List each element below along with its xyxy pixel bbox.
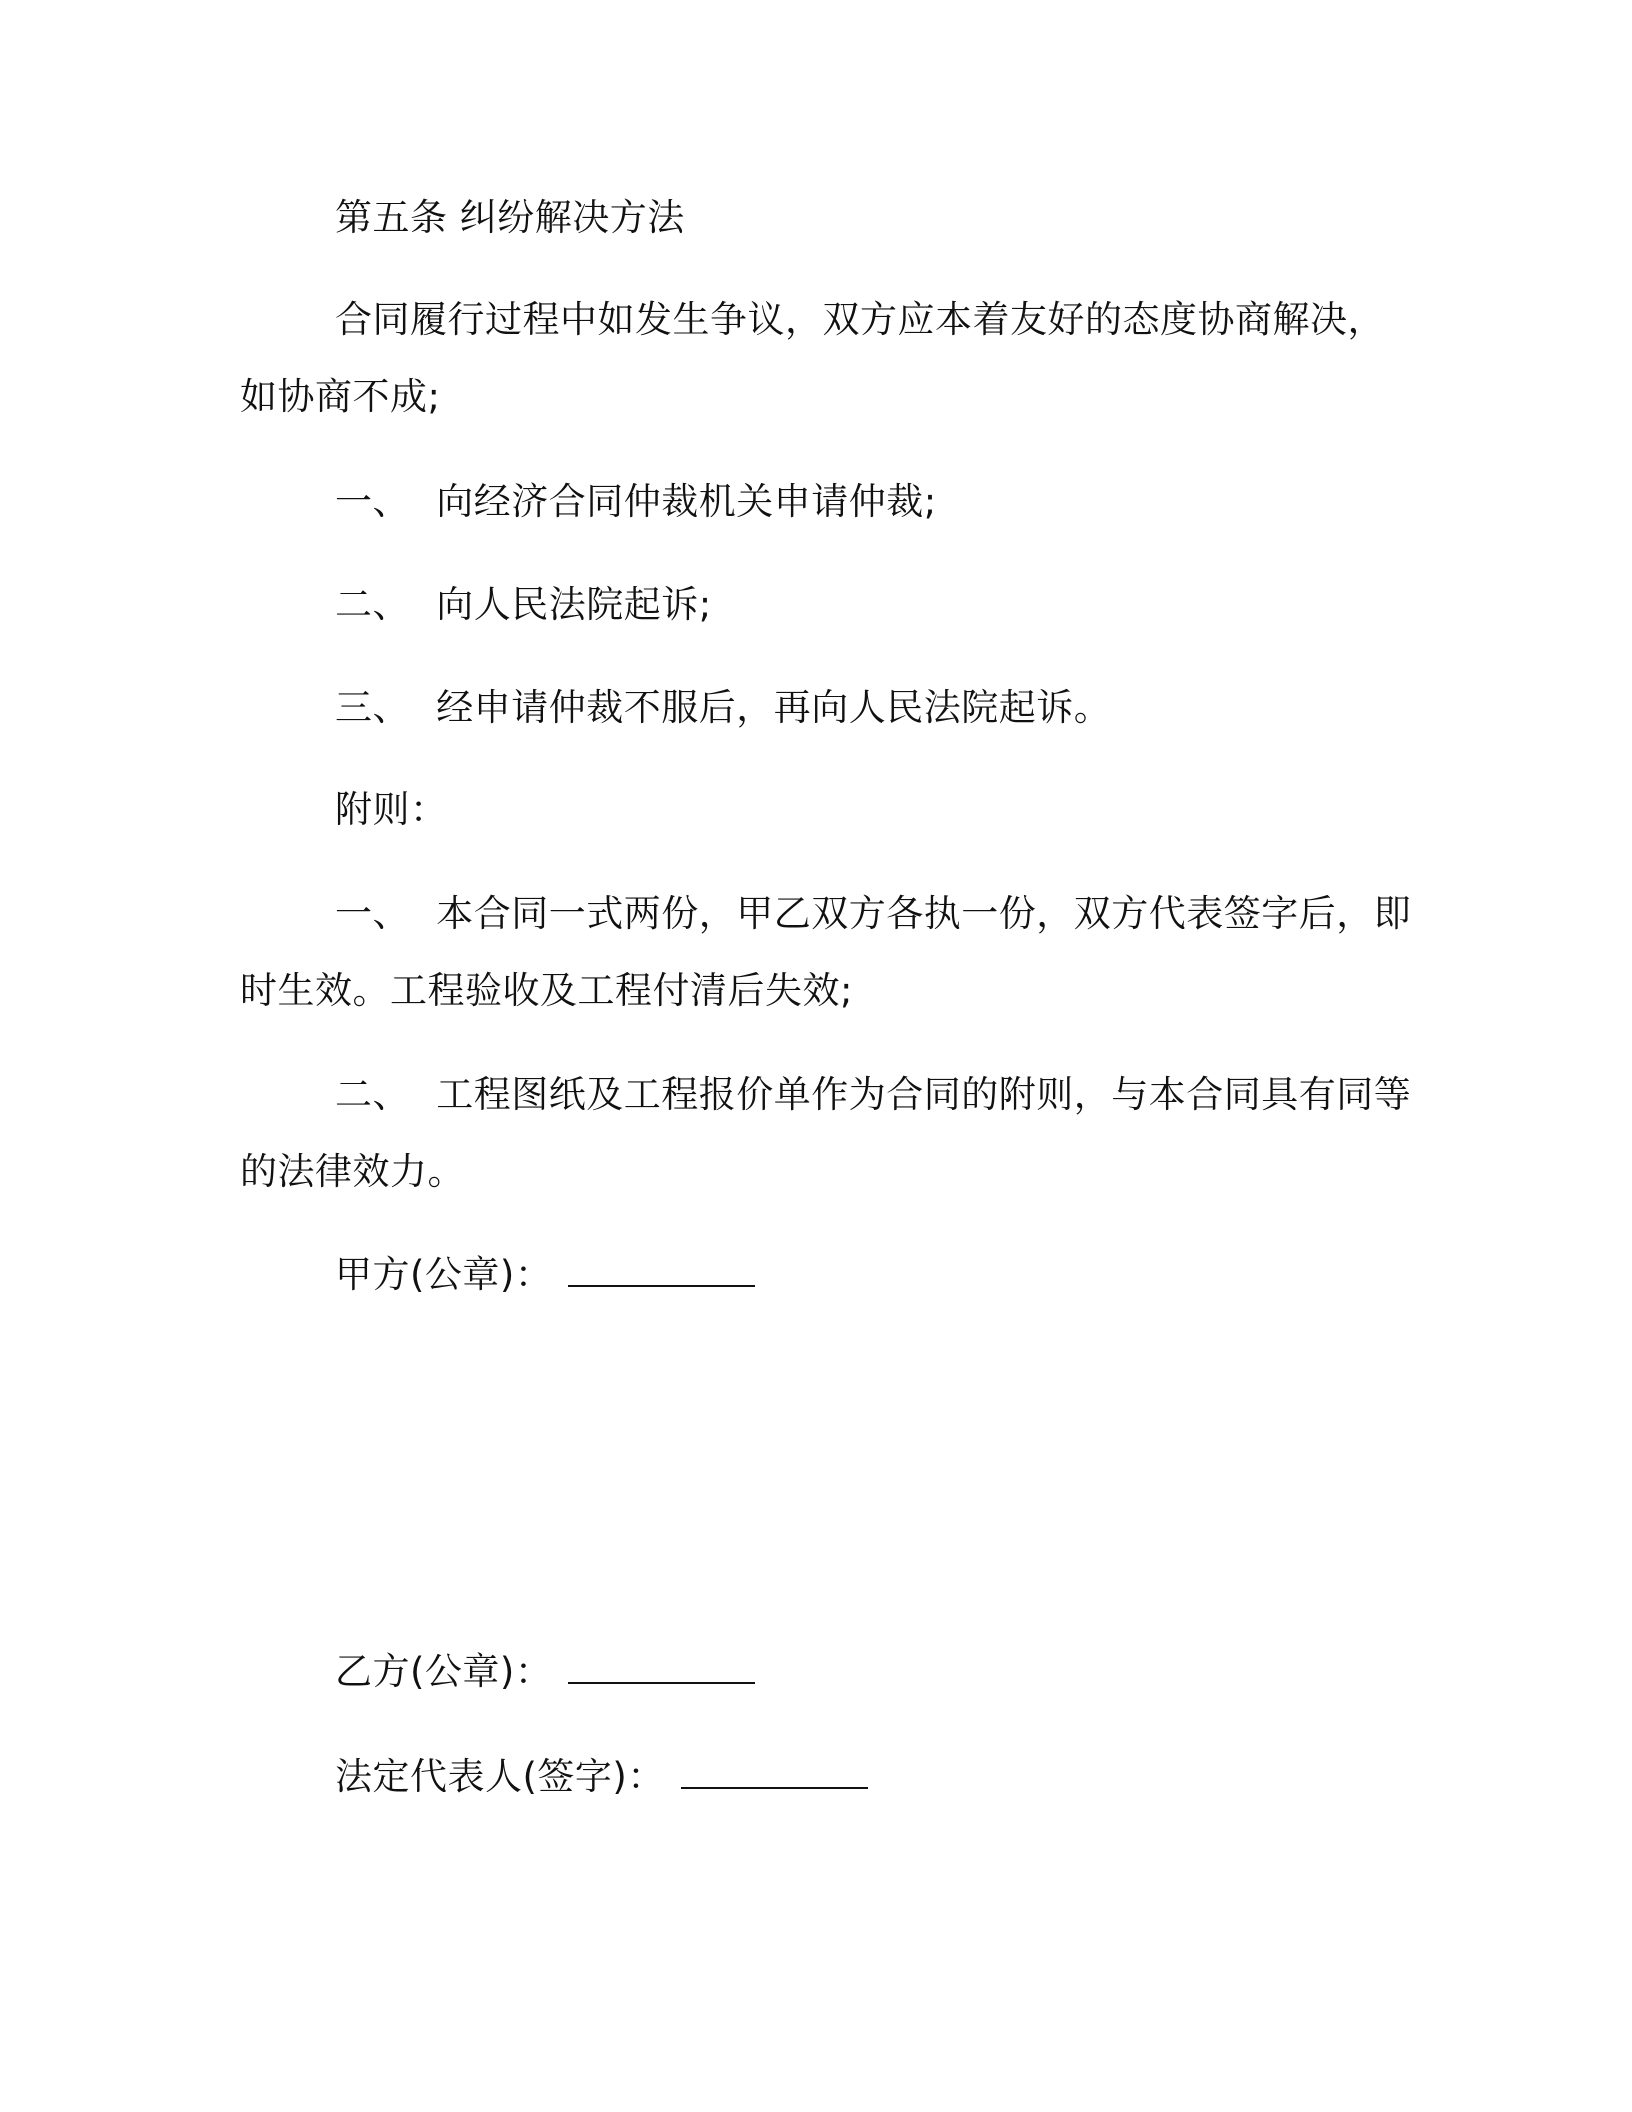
dispute-paragraph-line-1: 合同履行过程中如发生争议，双方应本着友好的态度协商解决， (335, 298, 1385, 341)
list-text: 本合同一式两份，甲乙双方各执一份，双方代表签字后，即 (436, 892, 1412, 935)
list-text: 经申请仲裁不服后，再向人民法院起诉。 (436, 686, 1112, 729)
list-text: 向人民法院起诉; (436, 583, 712, 626)
list-marker: 三、 (335, 686, 410, 729)
list-text: 工程图纸及工程报价单作为合同的附则，与本合同具有同等 (436, 1073, 1412, 1116)
dispute-paragraph-line-2: 如协商不成; (240, 375, 441, 418)
list-text: 向经济合同仲裁机关申请仲裁; (436, 480, 937, 523)
dispute-option-3 (335, 686, 1111, 730)
party-b-blank-line (568, 1652, 755, 1684)
list-marker: 二、 (335, 1073, 410, 1116)
article-heading: 第五条 纠纷解决方法 (335, 196, 685, 239)
legal-rep-label: 法定代表人(签字)： (335, 1755, 665, 1798)
dispute-option-1 (335, 480, 937, 524)
appendix-item-2-line-1 (335, 1073, 1411, 1117)
list-marker: 一、 (335, 892, 410, 935)
list-marker: 二、 (335, 583, 410, 626)
party-b-signature (335, 1650, 755, 1694)
party-a-blank-line (568, 1255, 755, 1287)
appendix-item-1-line-1 (335, 892, 1411, 936)
dispute-option-2 (335, 583, 712, 627)
party-a-label: 甲方(公章)： (335, 1253, 553, 1296)
legal-rep-signature (335, 1755, 868, 1799)
party-b-label: 乙方(公章)： (335, 1650, 553, 1693)
appendix-item-2-line-2: 的法律效力。 (240, 1150, 465, 1193)
legal-rep-blank-line (681, 1757, 868, 1789)
appendix-heading: 附则： (335, 788, 448, 831)
list-marker: 一、 (335, 480, 410, 523)
party-a-signature (335, 1253, 755, 1297)
appendix-item-1-line-2: 时生效。工程验收及工程付清后失效; (240, 969, 853, 1012)
